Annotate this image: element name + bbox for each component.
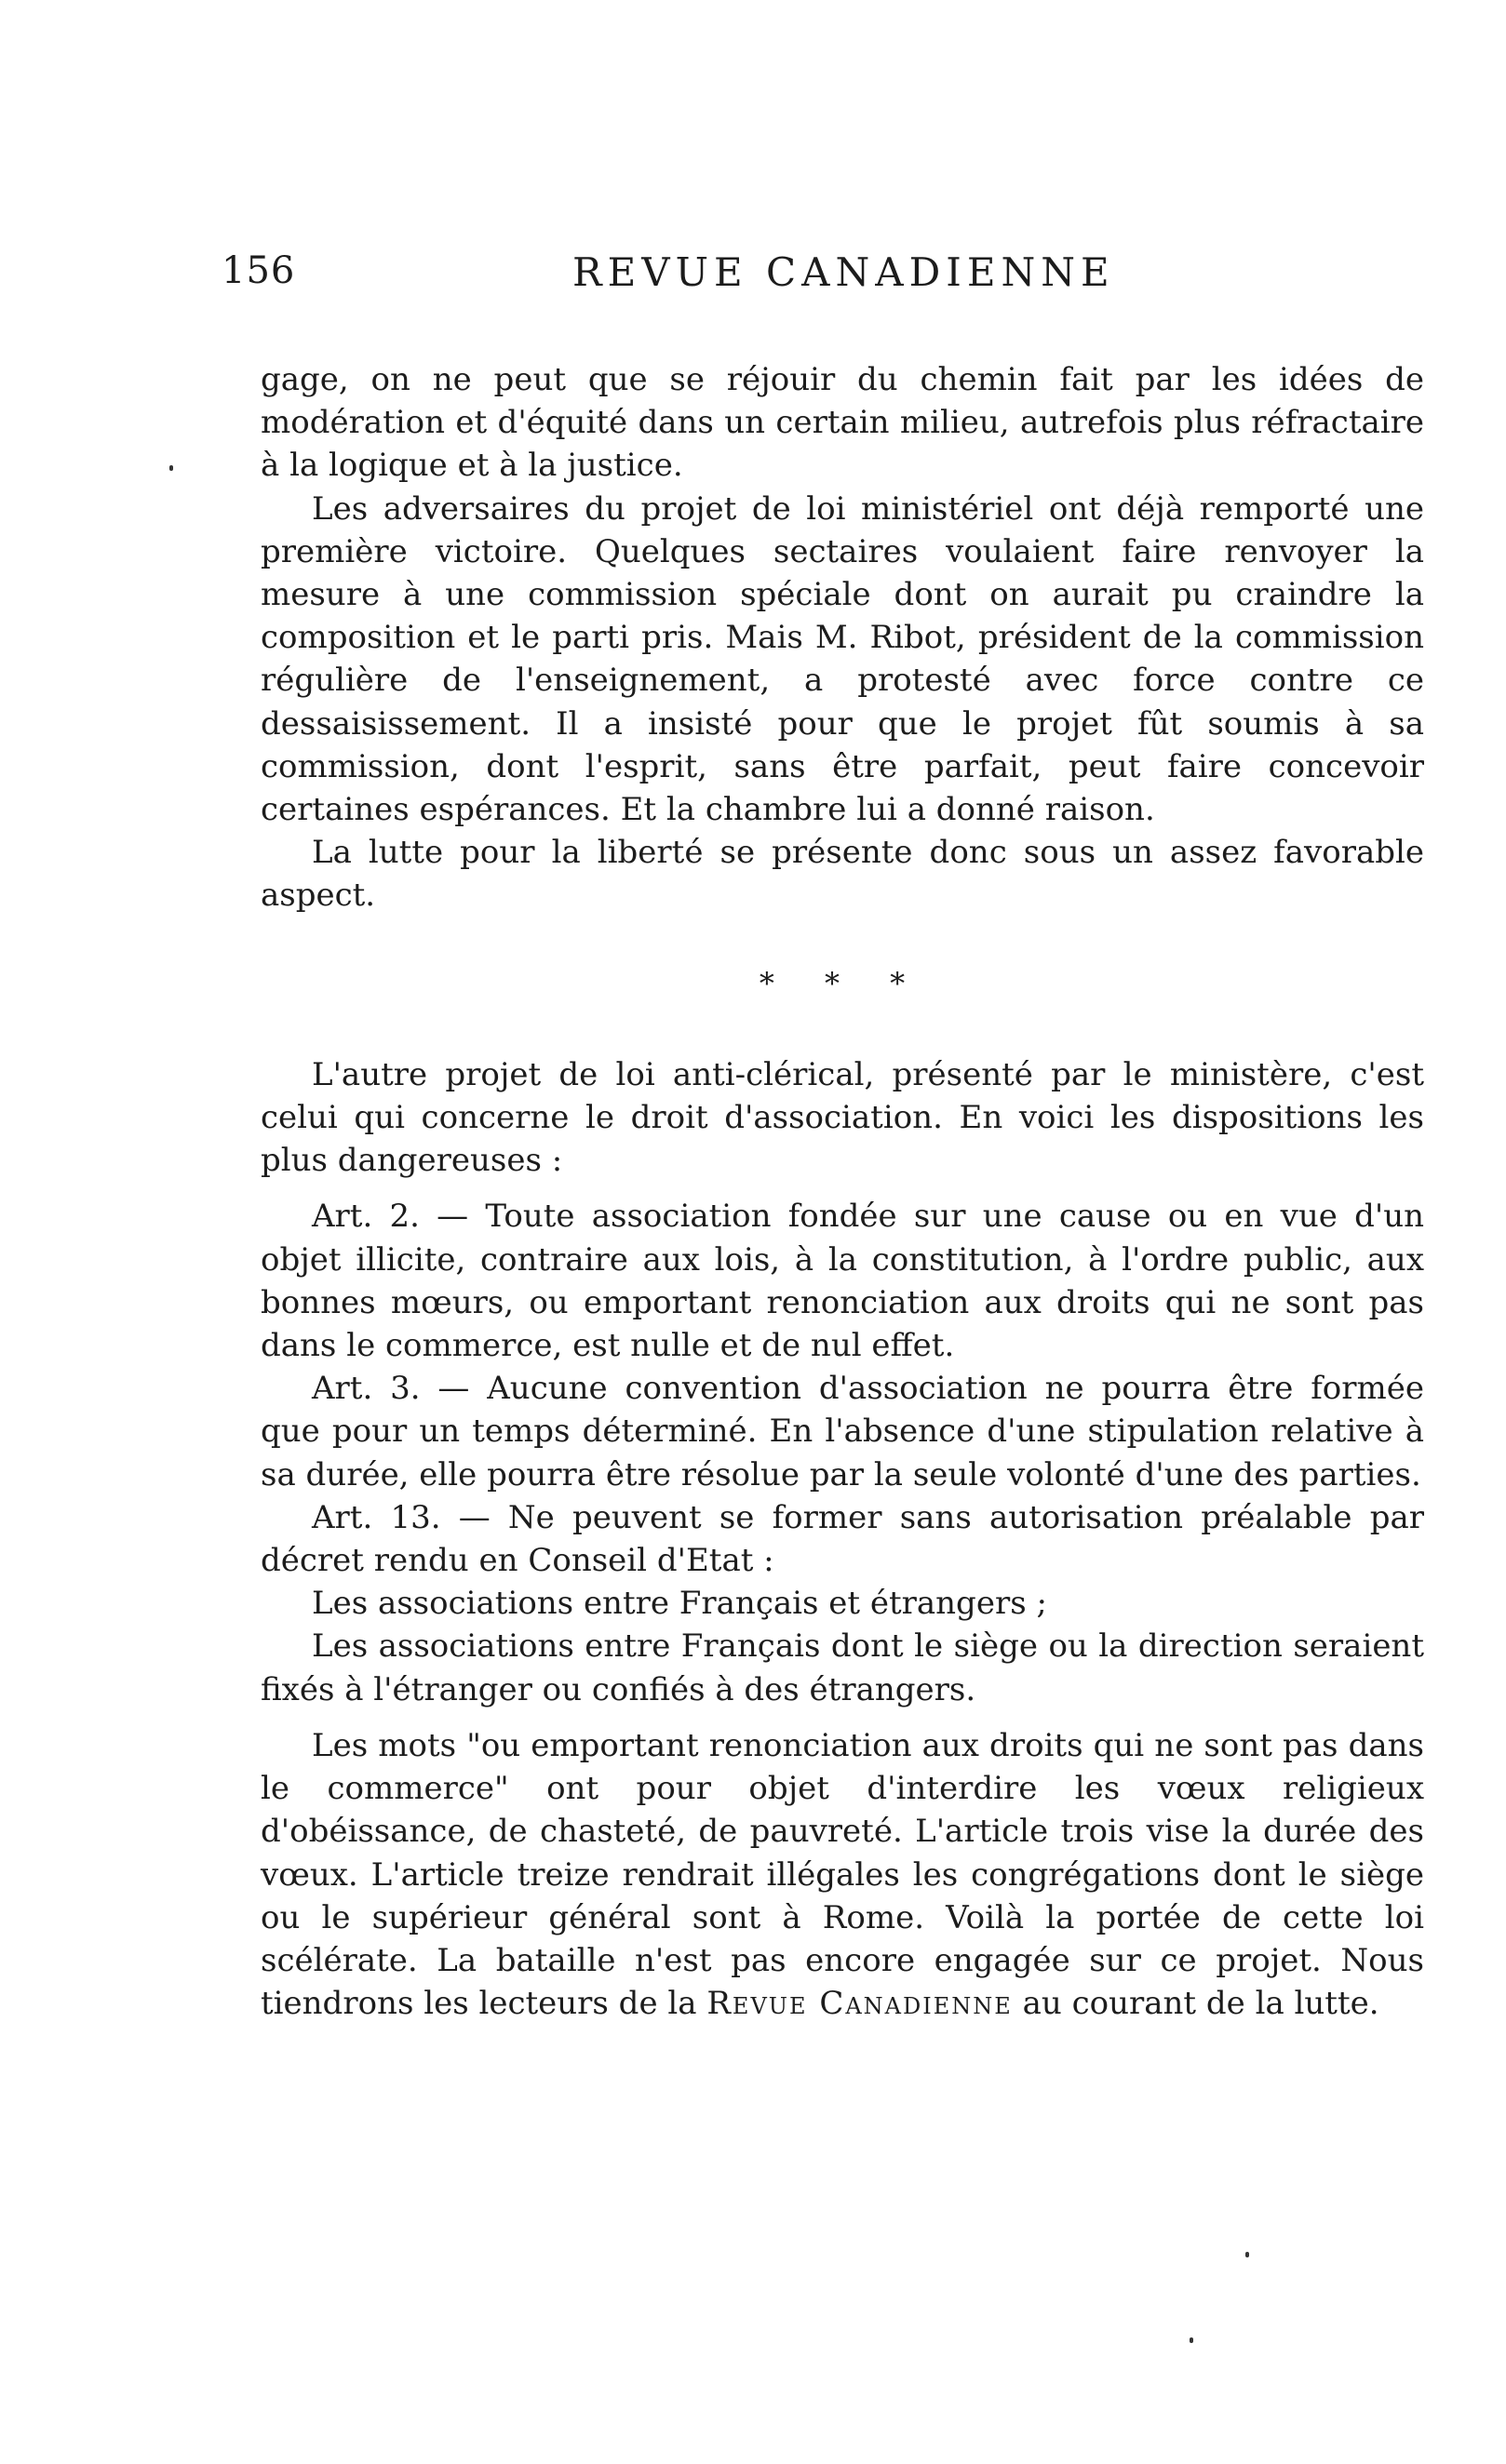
article-13-item-1: Les associations entre Français et étrangers ; bbox=[312, 1585, 1047, 1623]
margin-speck bbox=[169, 465, 173, 471]
page-number: 156 bbox=[222, 249, 296, 292]
paragraph-association-intro: L'autre projet de loi anti-clérical, présenté par le ministère, c'est celui qui concerne le droit d'association. En voici les dispositions les plus dangereuses : bbox=[261, 1055, 1424, 1180]
paragraph-liberty: La lutte pour la liberté se présente donc sous un assez favorable aspect. bbox=[261, 834, 1424, 915]
journal-name: Revue Canadienne bbox=[706, 1985, 1013, 2023]
conclusion-text: Les mots "ou emportant renonciation aux droits qui ne sont pas dans le commerce" ont pour objet d'interdire les vœux religieux d'obéissance, de chasteté, de pauvreté. L'article trois vise la durée des vœux. L'article treize rendrait illégales les congrégations dont le siège ou le supérieur général sont à Rome. Voilà la portée de cette loi scélérate. La bataille n'est pas encore engagée sur ce projet. Nous tiendrons les lecteurs de la bbox=[261, 1726, 1424, 2023]
article-2: Art. 2. — Toute association fondée sur une cause ou en vue d'un objet illicite, contraire aux lois, à la constitution, à l'ordre public, aux bonnes mœurs, ou emportant renonciation aux droits qui ne sont pas dans le commerce, est nulle et de nul effet. bbox=[261, 1198, 1424, 1365]
running-title: REVUE CANADIENNE bbox=[572, 249, 1115, 295]
paragraph-continuation: gage, on ne peut que se réjouir du chemin fait par les idées de modération et d'équité dans un certain milieu, autrefois plus réfractaire à la logique et à la justice. bbox=[261, 361, 1424, 485]
article-13: Art. 13. — Ne peuvent se former sans autorisation préalable par décret rendu en Conseil d'Etat : bbox=[261, 1498, 1424, 1580]
margin-speck bbox=[1245, 2252, 1249, 2257]
paragraph-conclusion bbox=[261, 1724, 1424, 2025]
article-13-item-2: Les associations entre Français dont le siège ou la direction seraient fixés à l'étranger ou confiés à des étrangers. bbox=[261, 1627, 1424, 1708]
conclusion-end: au courant de la lutte. bbox=[1022, 1985, 1379, 2023]
margin-speck bbox=[1190, 2337, 1193, 2343]
section-ornament: * * * bbox=[759, 965, 926, 1001]
body-text bbox=[261, 358, 1424, 2025]
paragraph-ribot: Les adversaires du projet de loi ministériel ont déjà remporté une première victoire. Quelques sectaires voulaient faire renvoyer la mesure à une commission spéciale dont on aurait pu craindre la composition et le parti pris. Mais M. Ribot, président de la commission régulière de l'enseignement, a protesté avec force contre ce dessaisissement. Il a insisté pour que le projet fût soumis à sa commission, dont l'esprit, sans être parfait, peut faire concevoir certaines espérances. Et la chambre lui a donné raison. bbox=[261, 489, 1424, 829]
article-3: Art. 3. — Aucune convention d'association ne pourra être formée que pour un temps déterminé. En l'absence d'une stipulation relative à sa durée, elle pourra être résolue par la seule volonté d'une des parties. bbox=[261, 1370, 1424, 1493]
